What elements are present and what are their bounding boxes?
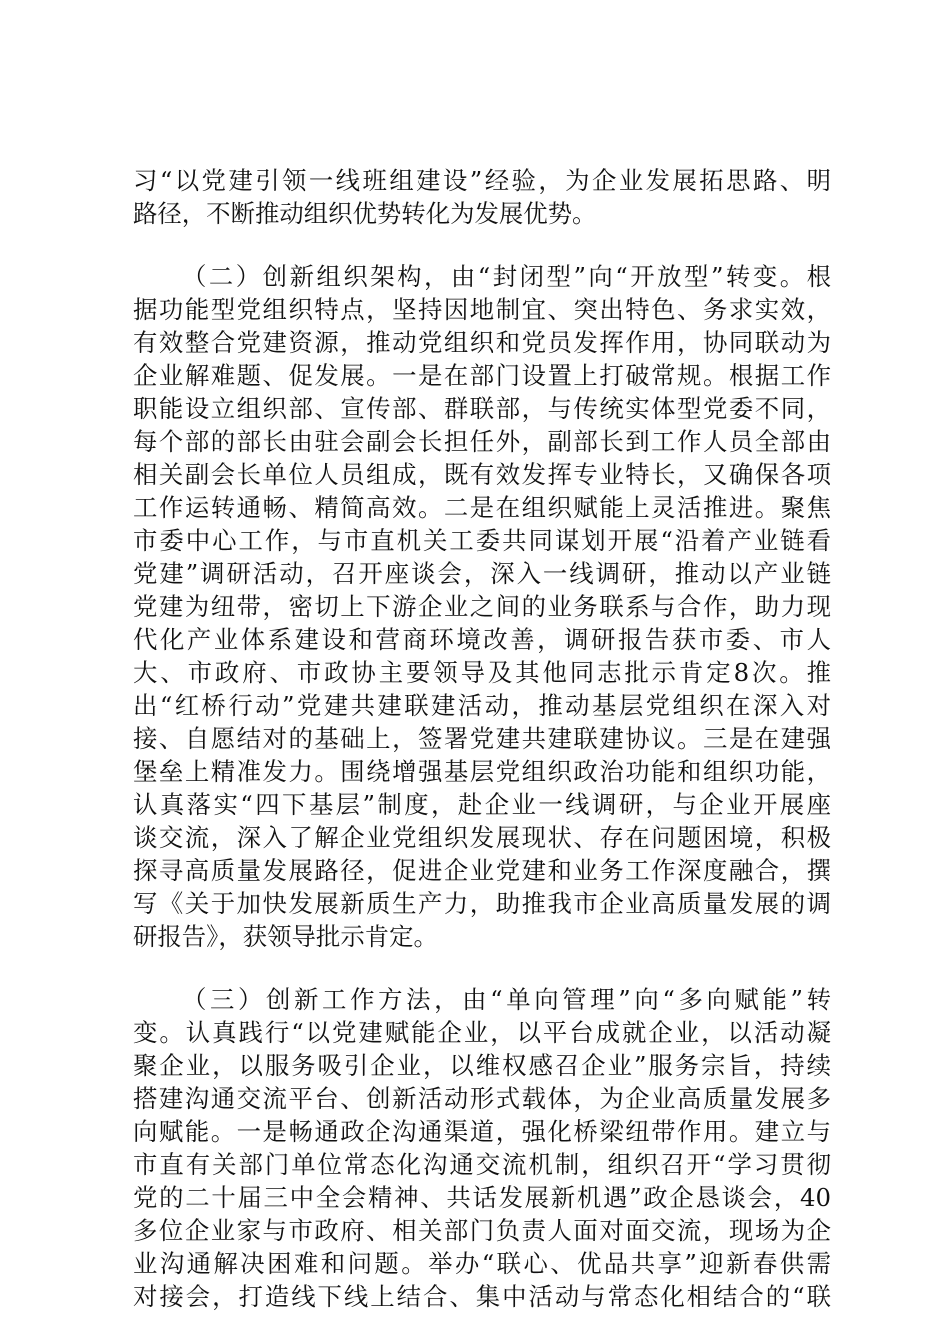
text-line: 研报告》，获领导批示肯定。: [133, 922, 438, 951]
text-line: 搭建沟通交流平台、创新活动形式载体，为企业高质量发展多: [133, 1084, 831, 1113]
text-line: 认真落实“四下基层”制度，赴企业一线调研，与企业开展座: [133, 790, 831, 819]
paragraph-2: [133, 260, 831, 953]
text-line: 变。认真践行“以党建赋能企业，以平台成就企业，以活动凝: [133, 1018, 831, 1047]
text-line: 探寻高质量发展路径，促进企业党建和业务工作深度融合，撰: [133, 856, 831, 885]
text-line: 业沟通解决困难和问题。举办“联心、优品共享”迎新春供需: [133, 1249, 831, 1278]
text-line: 路径，不断推动组织优势转化为发展优势。: [133, 199, 597, 228]
text-line: 据功能型党组织特点，坚持因地制宜、突出特色、务求实效，: [133, 295, 831, 324]
text-line: 相关副会长单位人员组成，既有效发挥专业特长，又确保各项: [133, 460, 831, 489]
paragraph-1: [133, 164, 831, 230]
text-line: 聚企业，以服务吸引企业，以维权感召企业”服务宗旨，持续: [133, 1051, 831, 1080]
text-line: 市委中心工作，与市直机关工委共同谋划开展“沿着产业链看: [133, 526, 831, 555]
text-line: 工作运转通畅、精简高效。二是在组织赋能上灵活推进。聚焦: [133, 493, 831, 522]
text-line: 党的二十届三中全会精神、共话发展新机遇”政企恳谈会，40: [133, 1183, 831, 1212]
text-line: 谈交流，深入了解企业党组织发展现状、存在问题困境，积极: [133, 823, 831, 852]
text-line: 职能设立组织部、宣传部、群联部，与传统实体型党委不同，: [133, 394, 831, 423]
text-line: 市直有关部门单位常态化沟通交流机制，组织召开“学习贯彻: [133, 1150, 831, 1179]
text-line: 习“以党建引领一线班组建设”经验，为企业发展拓思路、明: [133, 166, 831, 195]
text-line: 出“红桥行动”党建共建联建活动，推动基层党组织在深入对: [133, 691, 831, 720]
text-line: 党建”调研活动，召开座谈会，深入一线调研，推动以产业链: [133, 559, 831, 588]
text-line: 企业解难题、促发展。一是在部门设置上打破常规。根据工作: [133, 361, 831, 390]
text-line: （二）创新组织架构，由“封闭型”向“开放型”转变。根: [182, 262, 831, 291]
text-line: 对接会，打造线下线上结合、集中活动与常态化相结合的“联: [133, 1282, 831, 1311]
text-line: 有效整合党建资源，推动党组织和党员发挥作用，协同联动为: [133, 328, 831, 357]
paragraph-3: [133, 983, 831, 1313]
text-line: 大、市政府、市政协主要领导及其他同志批示肯定8次。推: [133, 658, 831, 687]
text-line: （三）创新工作方法，由“单向管理”向“多向赋能”转: [182, 985, 831, 1014]
text-line: 接、自愿结对的基础上，签署党建共建联建协议。三是在建强: [133, 724, 831, 753]
text-line: 代化产业体系建设和营商环境改善，调研报告获市委、市人: [133, 625, 831, 654]
text-line: 向赋能。一是畅通政企沟通渠道，强化桥梁纽带作用。建立与: [133, 1117, 831, 1146]
text-line: 多位企业家与市政府、相关部门负责人面对面交流，现场为企: [133, 1216, 831, 1245]
text-line: 每个部的部长由驻会副会长担任外，副部长到工作人员全部由: [133, 427, 831, 456]
text-line: 党建为纽带，密切上下游企业之间的业务联系与合作，助力现: [133, 592, 831, 621]
document-page: [133, 164, 831, 1313]
text-line: 写《关于加快发展新质生产力，助推我市企业高质量发展的调: [133, 889, 831, 918]
text-line: 堡垒上精准发力。围绕增强基层党组织政治功能和组织功能，: [133, 757, 831, 786]
